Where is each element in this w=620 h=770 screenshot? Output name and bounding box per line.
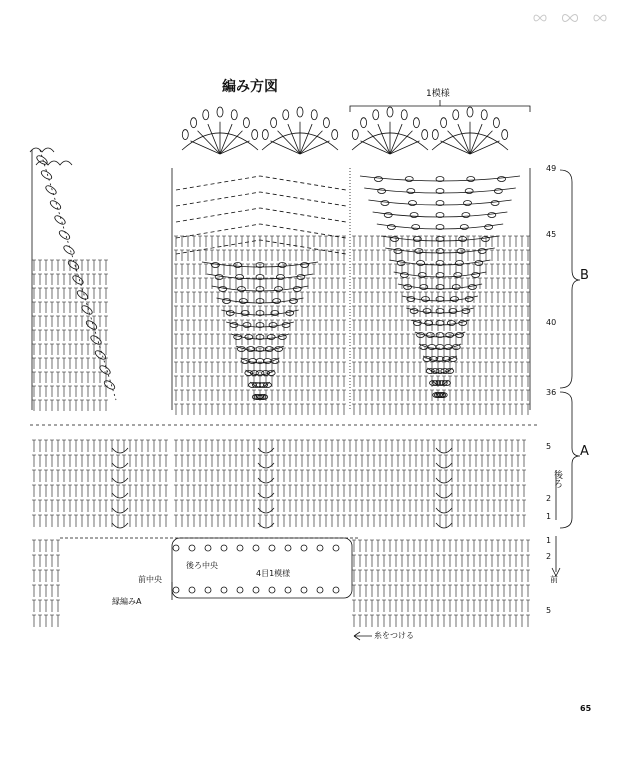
back-label: 後ろ [552,470,562,488]
front-label: 前 [550,575,558,584]
section-a-label: A [580,444,589,459]
page-number: 65 [580,704,592,713]
row-label-f5: 5 [546,606,552,615]
main-panel-guides [172,168,530,410]
front-center-label: 前中央 [138,575,162,584]
edging-label: 縁編みA [112,597,142,606]
fan-motifs [35,107,520,528]
attach-yarn-label: 糸をつける [374,631,414,640]
row-label-a5: 5 [546,442,552,451]
row-label-45: 45 [546,230,557,239]
row-label-f1: 1 [546,536,552,545]
row-label-a2: 2 [546,494,552,503]
back-center-label: 後ろ中央 [186,561,218,570]
row-label-f2: 2 [546,552,552,561]
section-a-bracket [560,392,580,528]
attach-yarn-arrow [354,632,372,640]
repeat-label: 1模様 [426,89,450,99]
row-label-36: 36 [546,388,557,397]
row-label-40: 40 [546,318,557,327]
repeat-count-label: 4目1模様 [256,569,291,578]
section-b-bracket [560,170,580,388]
section-b-label: B [580,268,589,283]
row-label-a1: 1 [546,512,552,521]
diagram-title: 編み方図 [222,79,278,95]
row-label-49: 49 [546,164,557,173]
